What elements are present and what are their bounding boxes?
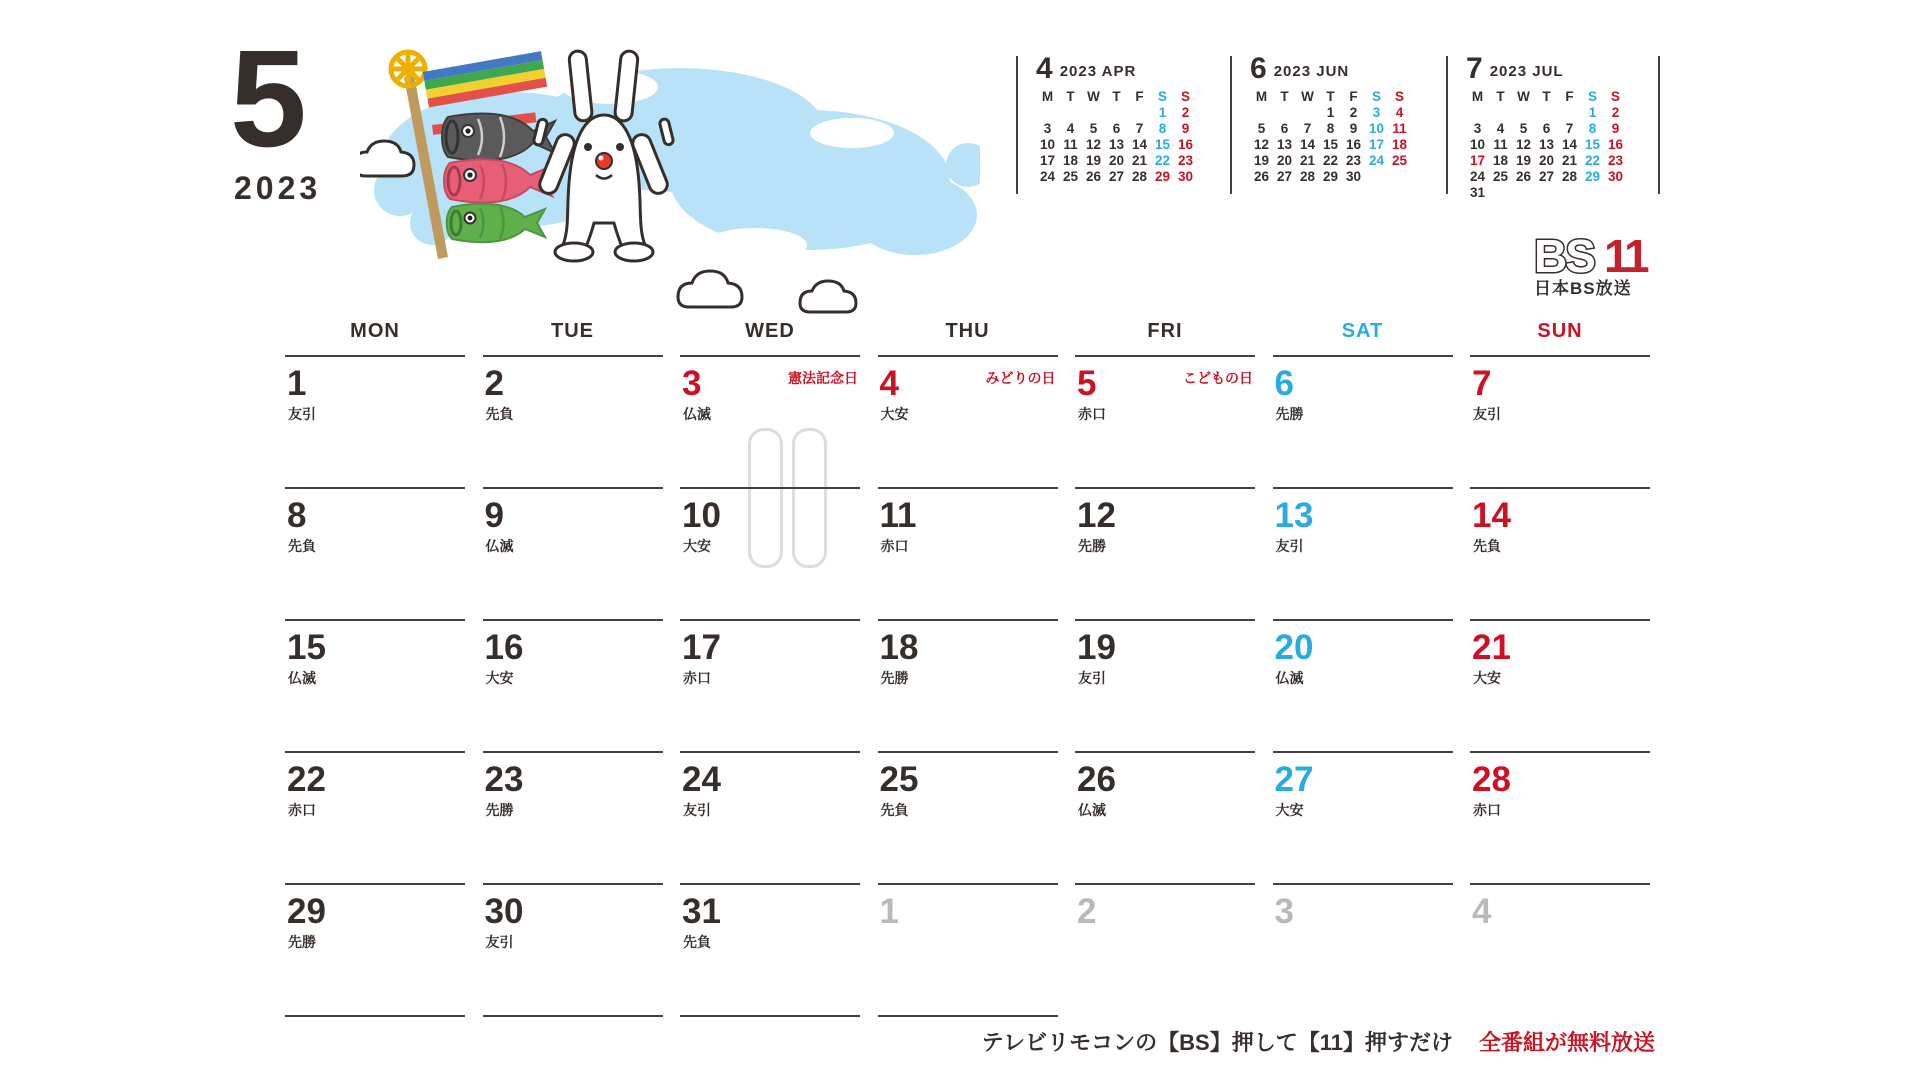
mini-cal-divider xyxy=(1016,56,1018,194)
rokuyo-label: 仏滅 xyxy=(1078,802,1106,818)
mini-cal-date: 21 xyxy=(1299,153,1316,168)
rokuyo-label: 大安 xyxy=(683,538,711,554)
mini-cal-date xyxy=(1036,105,1059,121)
date-number: 6 xyxy=(1274,364,1294,403)
date-cell xyxy=(483,883,663,1013)
date-cell xyxy=(680,619,860,749)
mini-cal-title xyxy=(1036,52,1197,86)
mini-cal-divider xyxy=(1230,56,1232,194)
mini-cal-date: 3 xyxy=(1473,121,1482,136)
mini-cal-date: 18 xyxy=(1062,153,1079,168)
mini-cal-date: 3 xyxy=(1372,105,1381,120)
mini-cal-date: 13 xyxy=(1276,137,1293,152)
mini-cal-date: 6 xyxy=(1280,121,1289,136)
mini-cal-date: 9 xyxy=(1181,121,1190,136)
month-number: 5 xyxy=(230,22,303,176)
mini-cal-date: 26 xyxy=(1515,169,1532,184)
mini-cal-date: 5 xyxy=(1257,121,1266,136)
date-cell xyxy=(1470,751,1650,881)
outlined-cloud-bottom-left xyxy=(678,271,742,307)
rokuyo-label: 大安 xyxy=(1473,670,1501,686)
mini-calendar-april xyxy=(1036,52,1197,185)
mini-cal-date xyxy=(1558,185,1581,201)
mini-cal-date xyxy=(1250,105,1273,121)
mini-cal-date xyxy=(1466,105,1489,121)
mini-cal-date: 16 xyxy=(1177,137,1194,152)
date-number: 18 xyxy=(879,628,919,667)
mini-cal-day-header: S xyxy=(1394,89,1404,104)
mini-cal-date: 16 xyxy=(1345,137,1362,152)
mini-cal-day-header: T xyxy=(1542,89,1551,104)
footer-note xyxy=(981,1026,1655,1057)
footer-highlight: 全番組が無料放送 xyxy=(1478,1030,1655,1055)
mini-cal-date xyxy=(1365,169,1388,185)
mini-cal-date: 14 xyxy=(1131,137,1148,152)
date-cell xyxy=(1075,619,1255,749)
date-cell xyxy=(1075,355,1255,485)
mini-cal-date: 8 xyxy=(1158,121,1167,136)
mini-cal-day-header: W xyxy=(1301,89,1314,104)
mini-cal-date: 5 xyxy=(1089,121,1098,136)
date-number: 4 xyxy=(1472,892,1492,931)
mini-cal-date: 19 xyxy=(1515,153,1532,168)
mini-cal-title xyxy=(1466,52,1627,86)
rokuyo-label: 先負 xyxy=(683,934,711,950)
date-number: 9 xyxy=(484,496,504,535)
mini-cal-day-header: T xyxy=(1066,89,1075,104)
mini-cal-date: 25 xyxy=(1062,169,1079,184)
mini-cal-date: 28 xyxy=(1561,169,1578,184)
mini-cal-date: 26 xyxy=(1085,169,1102,184)
holiday-label: こどもの日 xyxy=(1183,370,1253,386)
date-number: 27 xyxy=(1274,760,1314,799)
date-number: 21 xyxy=(1472,628,1511,667)
mini-cal-date: 22 xyxy=(1584,153,1601,168)
mini-cal-date: 10 xyxy=(1469,137,1486,152)
date-cell xyxy=(483,355,663,485)
logo-bs-text: BS xyxy=(1534,230,1594,282)
mini-cal-day-header: W xyxy=(1517,89,1530,104)
date-cell xyxy=(1470,355,1650,485)
date-number: 11 xyxy=(879,496,917,535)
date-cell xyxy=(1470,883,1650,1013)
day-header-tue: TUE xyxy=(551,320,594,342)
date-cell xyxy=(878,883,1058,1013)
date-number: 24 xyxy=(682,760,721,799)
rokuyo-label: 先負 xyxy=(880,802,909,818)
mini-cal-day-header: S xyxy=(1371,89,1381,104)
rokuyo-label: 仏滅 xyxy=(1275,670,1304,686)
mini-cal-date: 6 xyxy=(1542,121,1551,136)
mini-cal-date: 1 xyxy=(1158,105,1167,120)
rokuyo-label: 大安 xyxy=(1275,802,1304,818)
mini-cal-date xyxy=(1558,105,1581,121)
bottom-row-line xyxy=(285,1015,465,1017)
date-number: 3 xyxy=(1274,892,1294,931)
mini-cal-divider xyxy=(1446,56,1448,194)
mini-cal-date: 20 xyxy=(1538,153,1555,168)
mini-cal-day-header: M xyxy=(1255,89,1268,104)
mini-cal-date: 14 xyxy=(1561,137,1578,152)
mini-cal-date: 4 xyxy=(1066,121,1075,136)
mini-cal-date: 28 xyxy=(1299,169,1316,184)
day-header-mon: MON xyxy=(350,320,400,342)
day-header-sun: SUN xyxy=(1537,320,1583,342)
date-cell xyxy=(1470,487,1650,617)
mini-cal-date: 9 xyxy=(1349,121,1358,136)
date-cell xyxy=(285,619,465,749)
date-cell xyxy=(878,355,1058,485)
date-number: 19 xyxy=(1077,628,1116,667)
pole-wheel-icon xyxy=(391,52,425,86)
mini-cal-day-header: T xyxy=(1280,89,1289,104)
mini-cal-date: 25 xyxy=(1492,169,1509,184)
mini-cal-date xyxy=(1489,185,1512,201)
mini-cal-date: 27 xyxy=(1108,169,1125,184)
rokuyo-label: 友引 xyxy=(1275,538,1304,554)
date-cell xyxy=(680,487,860,617)
date-number: 23 xyxy=(484,760,524,799)
date-number: 8 xyxy=(287,496,307,535)
date-cell xyxy=(1273,487,1453,617)
mini-cal-date: 23 xyxy=(1345,153,1362,168)
day-header-wed: WED xyxy=(745,320,795,342)
date-number: 31 xyxy=(682,892,721,931)
rokuyo-label: 大安 xyxy=(880,406,909,422)
date-cell xyxy=(680,751,860,881)
mini-cal-date: 2 xyxy=(1611,105,1620,120)
mini-cal-date: 18 xyxy=(1492,153,1509,168)
mini-cal-date: 23 xyxy=(1607,153,1624,168)
mini-cal-date: 29 xyxy=(1154,169,1171,184)
logo-eleven-text: 11 xyxy=(1604,230,1647,282)
rokuyo-label: 大安 xyxy=(485,670,514,686)
date-cell xyxy=(1075,487,1255,617)
mini-cal-date: 4 xyxy=(1496,121,1505,136)
mini-cal-date: 23 xyxy=(1177,153,1194,168)
mini-cal-day-header: F xyxy=(1565,89,1574,104)
mini-cal-day-header: M xyxy=(1471,89,1484,104)
date-cell xyxy=(285,883,465,1013)
date-cell xyxy=(1470,619,1650,749)
mini-cal-date: 19 xyxy=(1253,153,1270,168)
mini-cal-grid xyxy=(1036,89,1197,185)
mini-cal-date: 10 xyxy=(1039,137,1056,152)
mini-cal-year-abbr: 2023 APR xyxy=(1059,63,1137,80)
rokuyo-label: 友引 xyxy=(683,802,711,818)
mini-cal-date xyxy=(1296,105,1319,121)
mini-cal-day-header: T xyxy=(1496,89,1505,104)
mini-cal-date: 17 xyxy=(1368,137,1385,152)
date-cell xyxy=(680,883,860,1013)
current-month-block xyxy=(230,22,322,207)
mini-cal-day-header: S xyxy=(1157,89,1167,104)
mini-cal-date xyxy=(1581,185,1604,201)
rokuyo-label: 先負 xyxy=(485,406,514,422)
mini-cal-day-header: T xyxy=(1112,89,1121,104)
rokuyo-label: 先負 xyxy=(288,538,316,554)
mini-cal-date xyxy=(1535,185,1558,201)
mini-calendar-july xyxy=(1466,52,1627,201)
mini-cal-date: 9 xyxy=(1611,121,1620,136)
date-cell xyxy=(878,487,1058,617)
rokuyo-label: 友引 xyxy=(288,406,316,422)
mini-cal-date xyxy=(1512,105,1535,121)
day-header-sat: SAT xyxy=(1341,320,1384,342)
mini-cal-day-header: F xyxy=(1349,89,1358,104)
mini-cal-date xyxy=(1512,185,1535,201)
rokuyo-label: 友引 xyxy=(485,934,514,950)
rokuyo-label: 赤口 xyxy=(1078,406,1106,422)
date-cell xyxy=(1075,751,1255,881)
mini-cal-month-number: 6 xyxy=(1250,52,1267,85)
date-number: 25 xyxy=(879,760,919,799)
date-cell xyxy=(878,751,1058,881)
mini-cal-date: 2 xyxy=(1349,105,1358,120)
rokuyo-label: 赤口 xyxy=(880,538,909,554)
mini-cal-month-number: 7 xyxy=(1466,52,1483,85)
bs11-logo xyxy=(1532,230,1682,300)
rokuyo-label: 友引 xyxy=(1078,670,1106,686)
date-number: 12 xyxy=(1077,496,1116,535)
mini-cal-date: 19 xyxy=(1085,153,1102,168)
mini-cal-date: 1 xyxy=(1588,105,1597,120)
mini-cal-date: 27 xyxy=(1276,169,1293,184)
mini-cal-date: 29 xyxy=(1584,169,1601,184)
date-number: 2 xyxy=(1077,892,1097,931)
mini-cal-date: 21 xyxy=(1131,153,1148,168)
mini-cal-month-number: 4 xyxy=(1036,52,1053,85)
mini-cal-date: 13 xyxy=(1538,137,1555,152)
mini-cal-day-header: T xyxy=(1326,89,1335,104)
date-cell xyxy=(1273,883,1453,1013)
date-number: 2 xyxy=(484,364,504,403)
mini-cal-date: 11 xyxy=(1063,137,1078,152)
mini-cal-date xyxy=(1388,169,1411,185)
mini-cal-date: 20 xyxy=(1108,153,1125,168)
mini-cal-date: 11 xyxy=(1493,137,1508,152)
mini-cal-date: 28 xyxy=(1131,169,1148,184)
day-header-thu: THU xyxy=(945,320,990,342)
mini-cal-date: 12 xyxy=(1515,137,1532,152)
holiday-label: 憲法記念日 xyxy=(788,370,858,386)
date-number: 20 xyxy=(1274,628,1314,667)
mini-cal-year-abbr: 2023 JUL xyxy=(1489,63,1564,80)
mini-cal-date: 30 xyxy=(1345,169,1362,184)
mini-cal-day-header: S xyxy=(1180,89,1190,104)
date-cell xyxy=(483,487,663,617)
mini-cal-date xyxy=(1273,105,1296,121)
rokuyo-label: 仏滅 xyxy=(288,670,316,686)
mini-cal-date: 12 xyxy=(1085,137,1102,152)
mini-cal-date: 8 xyxy=(1588,121,1597,136)
rokuyo-label: 先勝 xyxy=(1275,406,1304,422)
date-number: 5 xyxy=(1077,364,1097,403)
mini-cal-date xyxy=(1105,105,1128,121)
rokuyo-label: 赤口 xyxy=(1473,802,1501,818)
date-number: 28 xyxy=(1472,760,1511,799)
mini-cal-date xyxy=(1059,105,1082,121)
mini-cal-date: 15 xyxy=(1154,137,1171,152)
date-cell xyxy=(285,751,465,881)
mini-cal-date: 25 xyxy=(1391,153,1408,168)
mini-cal-date: 29 xyxy=(1322,169,1339,184)
rokuyo-label: 赤口 xyxy=(683,670,711,686)
date-cell xyxy=(1273,619,1453,749)
mini-cal-grid xyxy=(1466,89,1627,201)
date-cell xyxy=(483,619,663,749)
mini-cal-date xyxy=(1489,105,1512,121)
mini-cal-day-header: M xyxy=(1041,89,1054,104)
mini-cal-date: 12 xyxy=(1253,137,1270,152)
date-number: 1 xyxy=(287,364,307,403)
mini-cal-date: 14 xyxy=(1299,137,1316,152)
rokuyo-label: 先負 xyxy=(1473,538,1501,554)
mini-cal-day-header: F xyxy=(1135,89,1144,104)
mini-cal-date: 20 xyxy=(1276,153,1293,168)
mini-cal-date: 6 xyxy=(1112,121,1121,136)
rokuyo-label: 先勝 xyxy=(485,802,514,818)
mini-cal-date: 7 xyxy=(1565,121,1574,136)
date-cell xyxy=(1273,751,1453,881)
mini-cal-date: 26 xyxy=(1253,169,1270,184)
date-number: 29 xyxy=(287,892,326,931)
mini-cal-date xyxy=(1082,105,1105,121)
rokuyo-label: 仏滅 xyxy=(683,406,711,422)
footer-instruction: テレビリモコンの【BS】押して【11】押すだけ xyxy=(981,1030,1453,1055)
date-number: 26 xyxy=(1077,760,1116,799)
mini-cal-date: 1 xyxy=(1326,105,1335,120)
mini-cal-date: 10 xyxy=(1368,121,1385,136)
mini-cal-date: 2 xyxy=(1181,105,1190,120)
mini-cal-title xyxy=(1250,52,1411,86)
rokuyo-label: 先勝 xyxy=(880,670,909,686)
rokuyo-label: 仏滅 xyxy=(485,538,514,554)
mini-calendar-june xyxy=(1250,52,1411,185)
mini-cal-date: 15 xyxy=(1322,137,1339,152)
mini-cal-date: 27 xyxy=(1538,169,1555,184)
date-number: 13 xyxy=(1274,496,1314,535)
mini-cal-date: 18 xyxy=(1391,137,1408,152)
mini-cal-divider xyxy=(1658,56,1660,194)
mini-cal-date: 7 xyxy=(1135,121,1144,136)
rokuyo-label: 友引 xyxy=(1473,406,1501,422)
mini-cal-date: 24 xyxy=(1039,169,1056,184)
holiday-label: みどりの日 xyxy=(985,370,1056,386)
mini-cal-date: 30 xyxy=(1607,169,1624,184)
mini-cal-date: 24 xyxy=(1368,153,1385,168)
mini-cal-date xyxy=(1128,105,1151,121)
date-cell xyxy=(1273,355,1453,485)
date-number: 1 xyxy=(879,892,899,931)
rokuyo-label: 赤口 xyxy=(288,802,316,818)
mini-cal-grid xyxy=(1250,89,1411,185)
day-header-fri: FRI xyxy=(1147,320,1183,342)
mini-cal-date: 21 xyxy=(1561,153,1578,168)
mini-cal-date: 22 xyxy=(1322,153,1339,168)
bottom-row-line xyxy=(680,1015,860,1017)
outlined-cloud-bottom-right xyxy=(800,281,856,312)
mini-cal-day-header: S xyxy=(1610,89,1620,104)
logo-subtitle: 日本BS放送 xyxy=(1534,279,1632,298)
rokuyo-label: 先勝 xyxy=(288,934,316,950)
mini-cal-day-header: W xyxy=(1087,89,1100,104)
mini-cal-date: 31 xyxy=(1469,185,1486,200)
date-cell xyxy=(680,355,860,485)
bottom-row-line xyxy=(483,1015,663,1017)
mini-cal-date: 5 xyxy=(1519,121,1528,136)
mini-cal-date: 16 xyxy=(1607,137,1624,152)
mini-cal-date: 24 xyxy=(1469,169,1486,184)
mini-cal-date xyxy=(1535,105,1558,121)
mini-cal-year-abbr: 2023 JUN xyxy=(1273,63,1350,80)
mini-cal-date: 17 xyxy=(1469,153,1486,168)
bottom-row-line xyxy=(878,1015,1058,1017)
date-number: 22 xyxy=(287,760,326,799)
mini-cal-date: 17 xyxy=(1039,153,1056,168)
date-cell xyxy=(483,751,663,881)
date-number: 3 xyxy=(682,364,702,403)
mini-cal-date: 15 xyxy=(1584,137,1601,152)
date-cell xyxy=(1075,883,1255,1013)
mini-cal-date: 30 xyxy=(1177,169,1194,184)
mini-cal-date xyxy=(1604,185,1627,201)
date-number: 7 xyxy=(1472,364,1492,403)
date-cell xyxy=(285,487,465,617)
mini-cal-day-header: S xyxy=(1587,89,1597,104)
date-cell xyxy=(285,355,465,485)
date-number: 10 xyxy=(682,496,721,535)
mini-cal-date: 13 xyxy=(1108,137,1125,152)
date-cell xyxy=(878,619,1058,749)
date-number: 14 xyxy=(1472,496,1511,535)
mini-cal-date: 11 xyxy=(1392,121,1407,136)
date-number: 30 xyxy=(484,892,524,931)
mini-cal-date: 8 xyxy=(1326,121,1335,136)
date-number: 15 xyxy=(287,628,326,667)
month-year: 2023 xyxy=(234,170,322,206)
koinobori-rabbit-illustration xyxy=(360,45,980,317)
mini-cal-date: 7 xyxy=(1303,121,1312,136)
mini-cal-date: 3 xyxy=(1043,121,1052,136)
rokuyo-label: 先勝 xyxy=(1078,538,1106,554)
date-number: 4 xyxy=(879,364,899,403)
mini-cal-date: 4 xyxy=(1395,105,1404,120)
date-number: 16 xyxy=(484,628,524,667)
mini-cal-date: 22 xyxy=(1154,153,1171,168)
date-number: 17 xyxy=(682,628,721,667)
